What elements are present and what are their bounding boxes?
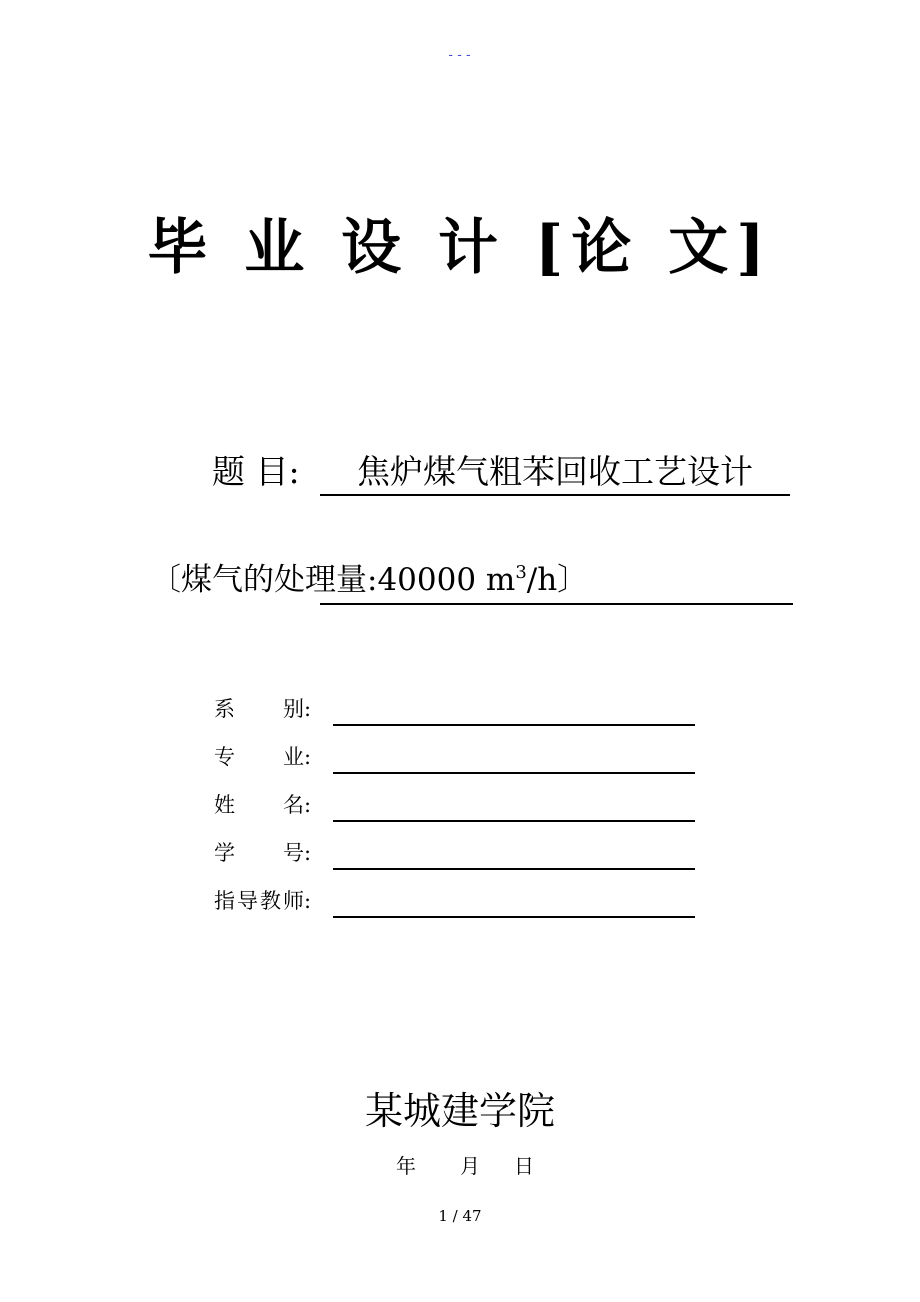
gas-capacity-superscript: 3 <box>515 562 527 583</box>
thesis-title: 毕 业 设 计 [论 文] <box>147 213 773 283</box>
field-student-id-text: 学号 <box>214 841 304 865</box>
field-student-id-colon: : <box>304 841 312 865</box>
date-line <box>396 1150 534 1179</box>
topic-value: 焦炉煤气粗苯回收工艺设计 <box>357 452 753 491</box>
field-student-id-label <box>214 837 324 867</box>
field-major-label <box>214 741 324 771</box>
field-department-colon: : <box>304 697 312 721</box>
field-department-line[interactable] <box>333 724 695 726</box>
date-day: 日 <box>514 1154 534 1178</box>
field-department-text: 系别 <box>214 697 304 721</box>
field-advisor-line[interactable] <box>333 916 695 918</box>
field-student-id-line[interactable] <box>333 868 695 870</box>
field-name-label <box>214 789 324 819</box>
topic-label: 题 目: <box>212 452 300 491</box>
gas-capacity-prefix: 〔煤气的处理量:40000 m <box>150 562 516 598</box>
page-number: 1 / 47 <box>438 1207 482 1225</box>
field-major-text: 专业 <box>214 745 304 769</box>
header-mark: --- <box>446 48 474 63</box>
field-major-line[interactable] <box>333 772 695 774</box>
field-name-colon: : <box>304 793 312 817</box>
field-department-label <box>214 693 324 723</box>
gas-capacity-underline <box>320 603 793 605</box>
field-advisor-label <box>214 885 324 915</box>
date-year: 年 <box>396 1154 416 1178</box>
field-advisor-text: 指导教师 <box>214 889 304 913</box>
field-major-colon: : <box>304 745 312 769</box>
field-name-line[interactable] <box>333 820 695 822</box>
gas-capacity-suffix: /h〕 <box>526 562 589 598</box>
school-name: 某城建学院 <box>364 1089 555 1133</box>
field-advisor-colon: : <box>304 889 312 913</box>
field-name-text: 姓名 <box>214 793 304 817</box>
topic-underline <box>320 494 790 496</box>
date-month: 月 <box>460 1154 480 1178</box>
gas-capacity-line <box>150 554 588 599</box>
